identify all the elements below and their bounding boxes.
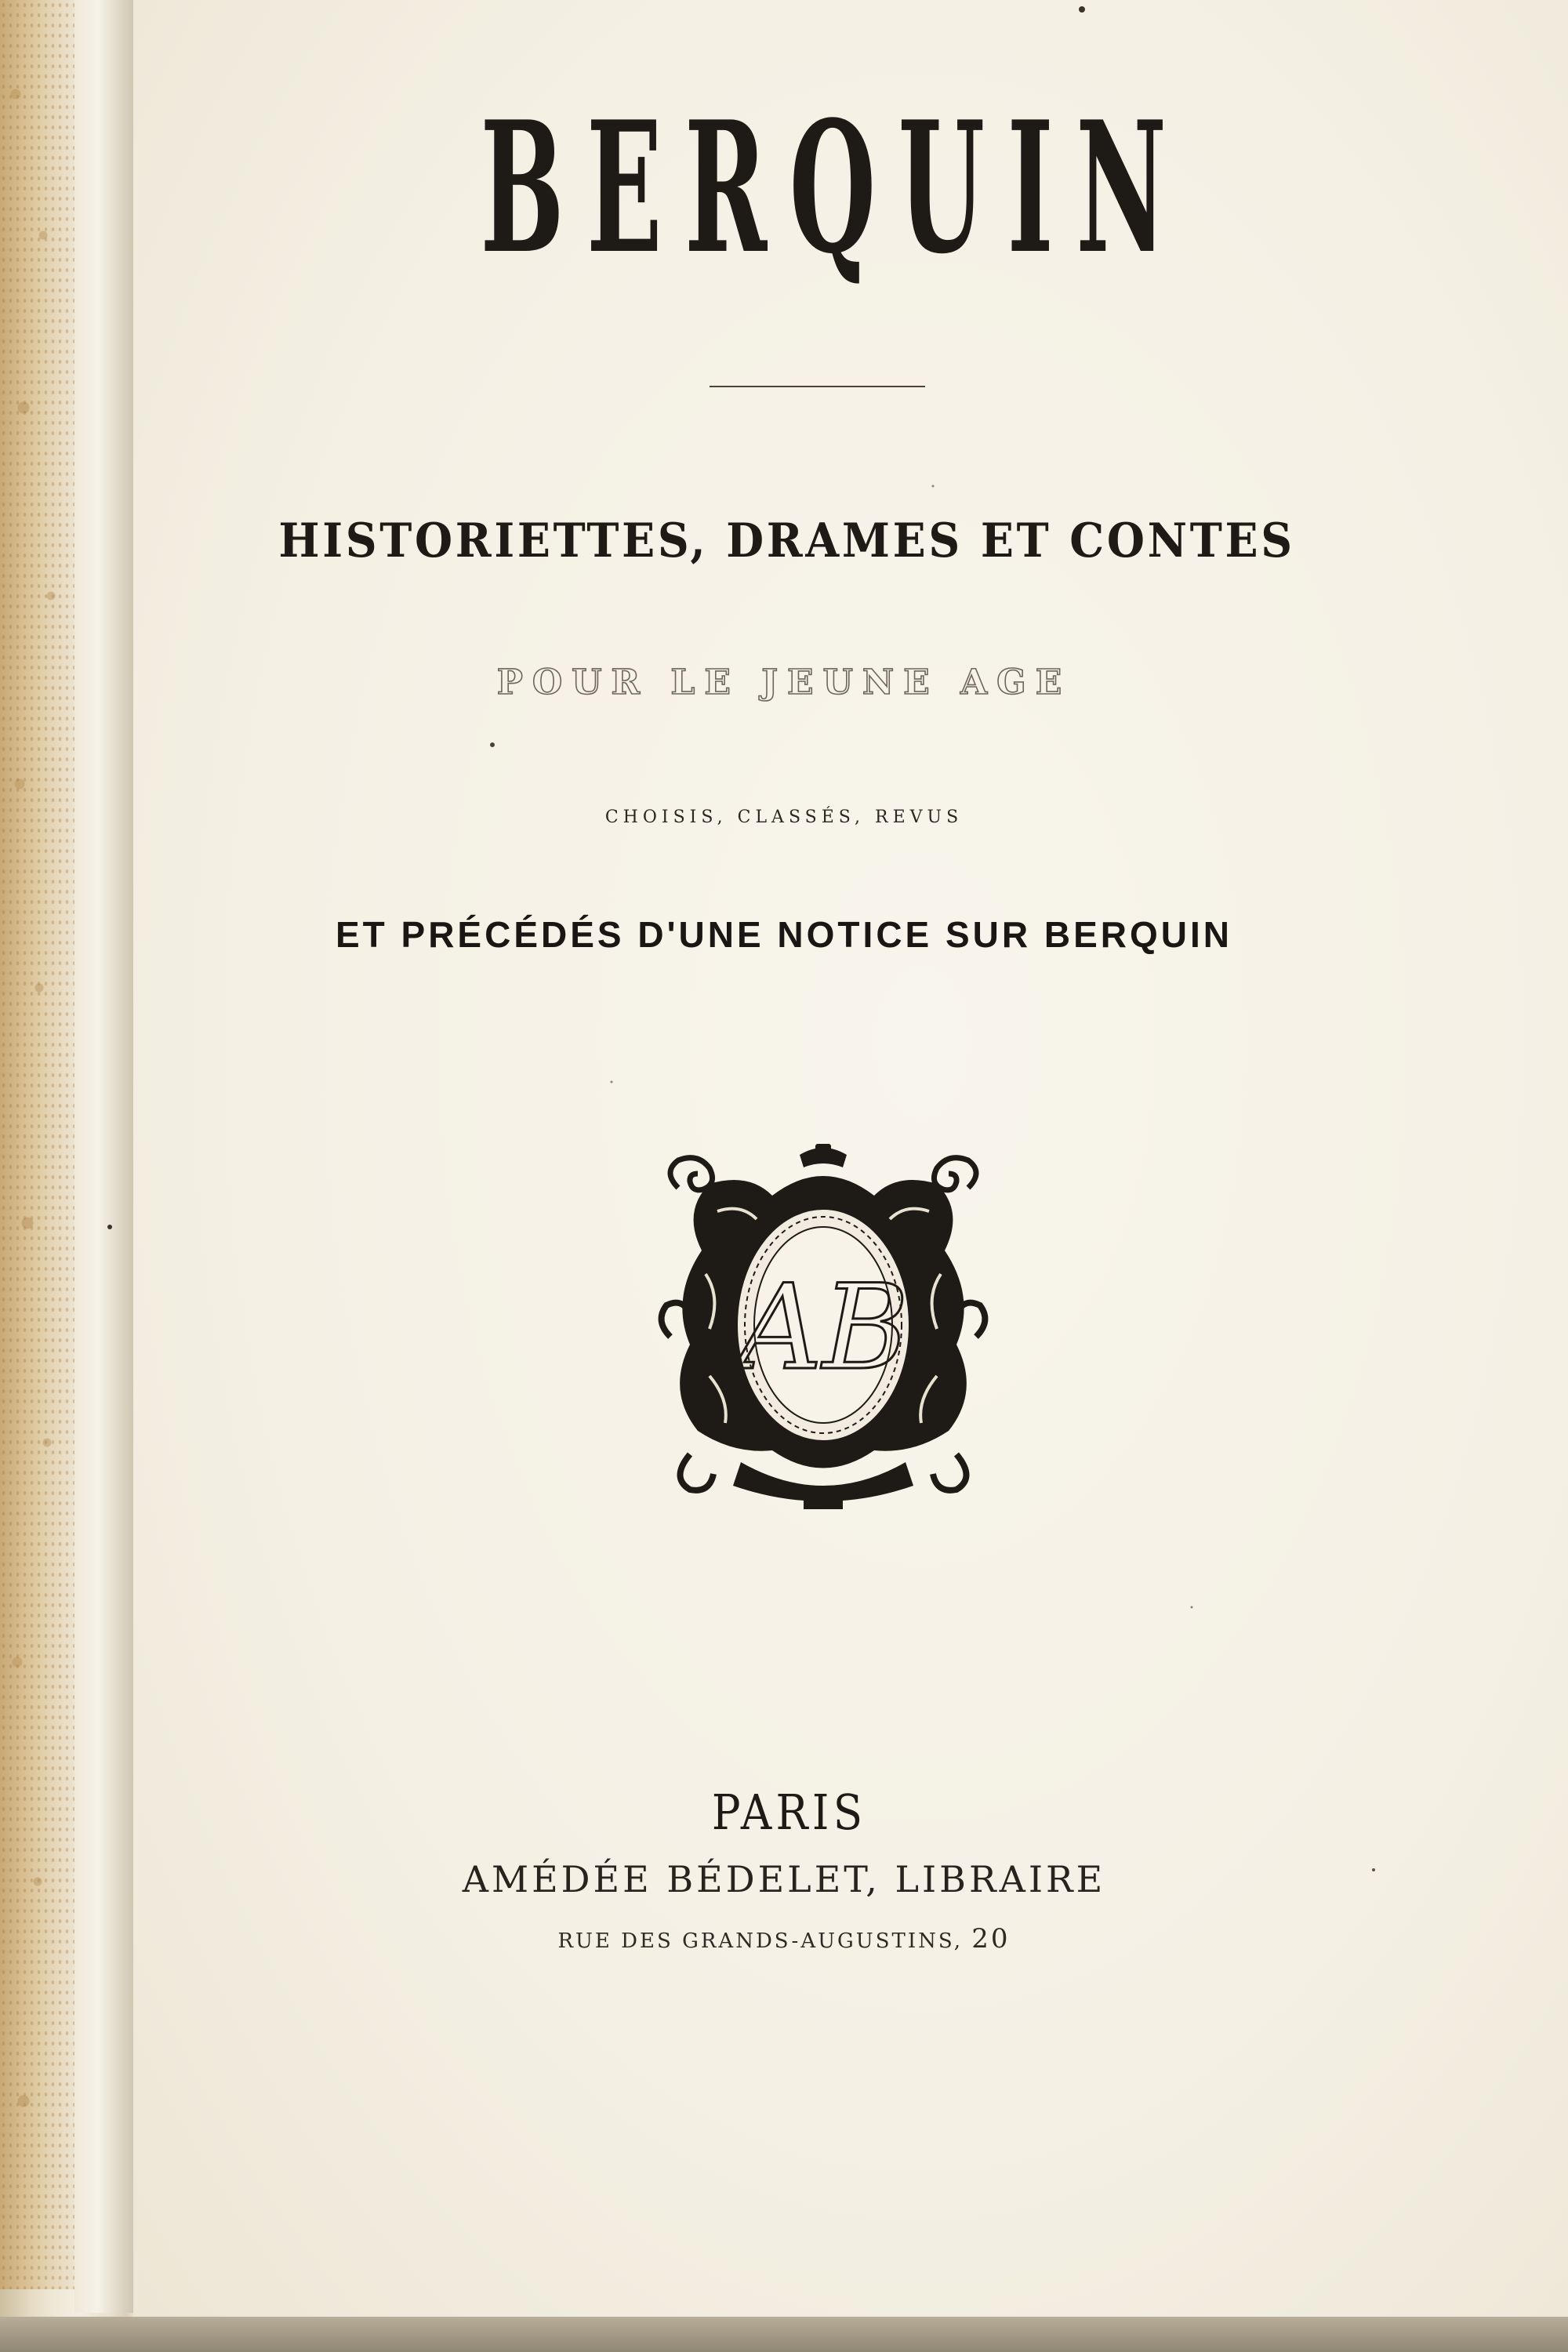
imprint-street: RUE DES GRANDS-AUGUSTINS, [557,1929,964,1953]
imprint-street-number: 20 [971,1923,1011,1955]
imprint-city: PARIS [711,1784,867,1841]
audience-line: POUR LE JEUNE AGE [496,662,1072,702]
selection-note: CHOISIS, CLASSÉS, REVUS [604,808,964,827]
monogram-cartouche-icon [655,1141,992,1517]
book-subtitle: HISTORIETTES, DRAMES ET CONTES [278,514,1295,568]
page-bottom-shadow [0,2317,1568,2352]
notice-line: ET PRÉCÉDÉS D'UNE NOTICE SUR BERQUIN [335,914,1233,955]
author-title: BERQUIN [480,82,1189,294]
title-rule [710,386,925,387]
imprint-address [0,1923,1568,1955]
monogram-letters: AB [737,1260,909,1396]
book-gutter [74,0,133,2313]
imprint-publisher: AMÉDÉE BÉDELET, LIBRAIRE [462,1858,1106,1900]
